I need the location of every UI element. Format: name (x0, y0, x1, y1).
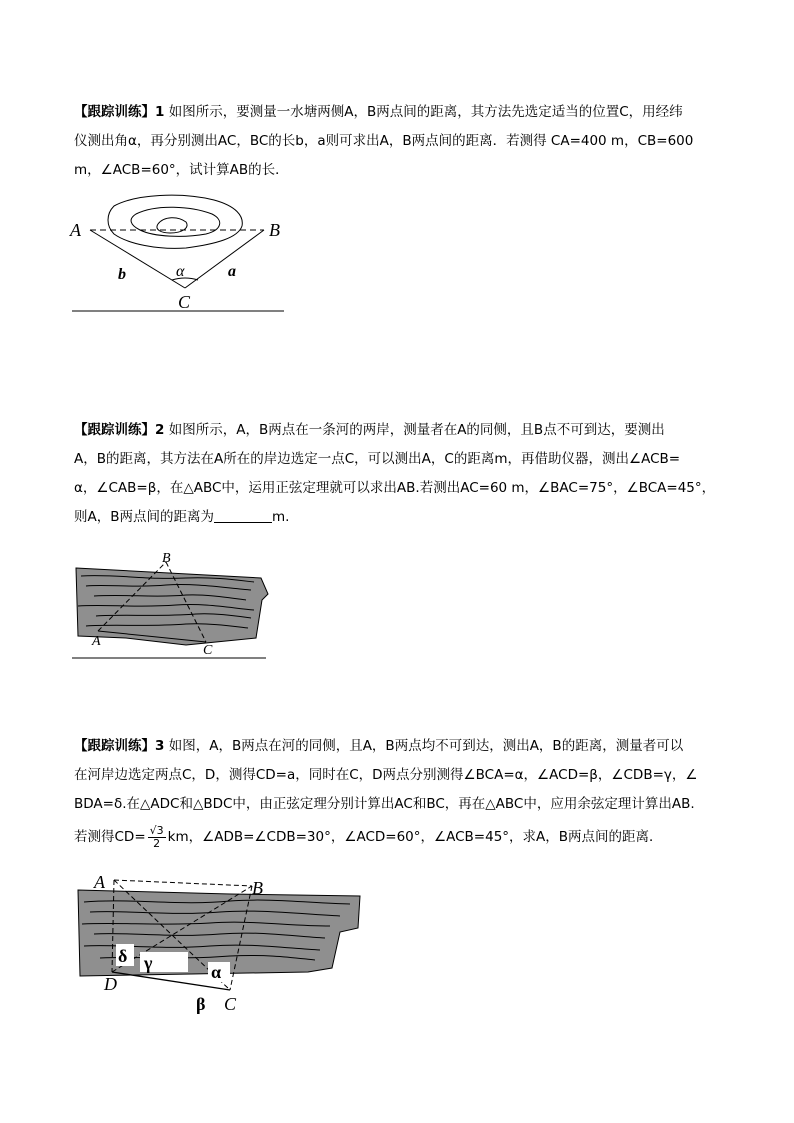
problem-2-line-2: A，B的距离，其方法在A所在的岸边选定一点C，可以测出A，C的距离m，再借助仪器，测出∠ACB= (74, 451, 681, 467)
fraction-numerator: √3 (149, 823, 164, 837)
pond-figure (66, 192, 296, 317)
problem-2-text-4a: 则A，B两点间的距离为 (74, 509, 214, 525)
river-figure-1 (66, 550, 271, 662)
label-a-point: A (92, 634, 101, 649)
problem-3-tag: 【跟踪训练】3 (74, 738, 165, 754)
problem-2-text-1: 如图所示，A，B两点在一条河的两岸，测量者在A的同侧，且B点不可到达，要测出 (168, 422, 665, 438)
problem-3-line-4 (74, 823, 734, 852)
pond-contour-outer (108, 195, 242, 248)
problem-2-tag: 【跟踪训练】2 (74, 422, 165, 438)
label-b-point: B (252, 878, 263, 898)
label-angle-alpha: α (176, 263, 185, 280)
problem-1-tag: 【跟踪训练】1 (74, 104, 165, 120)
problem-1-line-3: m，∠ACB=60°，试计算AB的长． (74, 162, 289, 178)
label-side-b: b (118, 266, 126, 283)
problem-2-line-1 (74, 416, 734, 445)
label-alpha: α (211, 962, 222, 982)
problem-1 (74, 98, 734, 185)
label-c-point: C (224, 994, 237, 1014)
label-a-point: A (94, 872, 105, 892)
problem-3-text-4b: km，∠ADB=∠CDB=30°，∠ACD=60°，∠ACB=45°，求A，B两点间的距离． (167, 829, 663, 845)
problem-2-line-3: α，∠CAB=β，在△ABC中，运用正弦定理就可以求出AB.若测出AC=60 m，∠BAC=75°，∠BCA=45°， (74, 480, 716, 496)
segment-ab-dashed (114, 880, 252, 886)
label-a-point: A (70, 220, 81, 240)
label-c-point: C (203, 643, 213, 658)
label-b-point: B (269, 220, 280, 240)
segment-ac (90, 230, 185, 288)
fraction-denominator: 2 (153, 836, 161, 850)
problem-3-line-3: BDA=δ.在△ADC和△BDC中，由正弦定理分别计算出AC和BC，再在△ABC中，应用余弦定理计算出AB. (74, 796, 695, 812)
answer-blank (214, 508, 272, 523)
problem-2-text-4b: m. (272, 509, 290, 525)
problem-3-line-2: 在河岸边选定两点C，D，测得CD=a，同时在C，D两点分别测得∠BCA=α，∠ACD=β，∠CDB=γ，∠ (74, 767, 698, 783)
problem-3 (74, 732, 734, 852)
label-delta: δ (118, 946, 128, 966)
problem-3-line-1 (74, 732, 734, 761)
problem-1-text-1: 如图所示，要测量一水塘两侧A，B两点间的距离，其方法先选定适当的位置C，用经纬 (168, 104, 683, 120)
problem-3-text-4a: 若测得CD= (74, 829, 146, 845)
pond-contour-inner (157, 218, 187, 233)
label-side-a: a (228, 263, 236, 280)
label-b-point: B (162, 551, 171, 566)
label-beta: β (196, 994, 206, 1014)
problem-1-line-1 (74, 98, 734, 127)
problem-1-line-2: 仪测出角α，再分别测出AC，BC的长b，a则可求出A，B两点间的距离．若测得 CA=400 m，CB=600 (74, 133, 694, 149)
problem-2 (74, 416, 734, 532)
label-c-point: C (178, 292, 191, 312)
river-figure-2 (70, 868, 370, 1018)
fraction-sqrt3-over-2 (148, 825, 166, 850)
problem-2-line-4 (74, 503, 734, 532)
problem-3-text-1: 如图，A，B两点在河的同侧，且A，B两点均不可到达，测出A，B的距离，测量者可以 (168, 738, 684, 754)
pond-contour-middle (131, 207, 220, 236)
label-gamma: γ (144, 953, 153, 973)
river-body (76, 568, 268, 645)
label-d-point: D (104, 974, 117, 994)
